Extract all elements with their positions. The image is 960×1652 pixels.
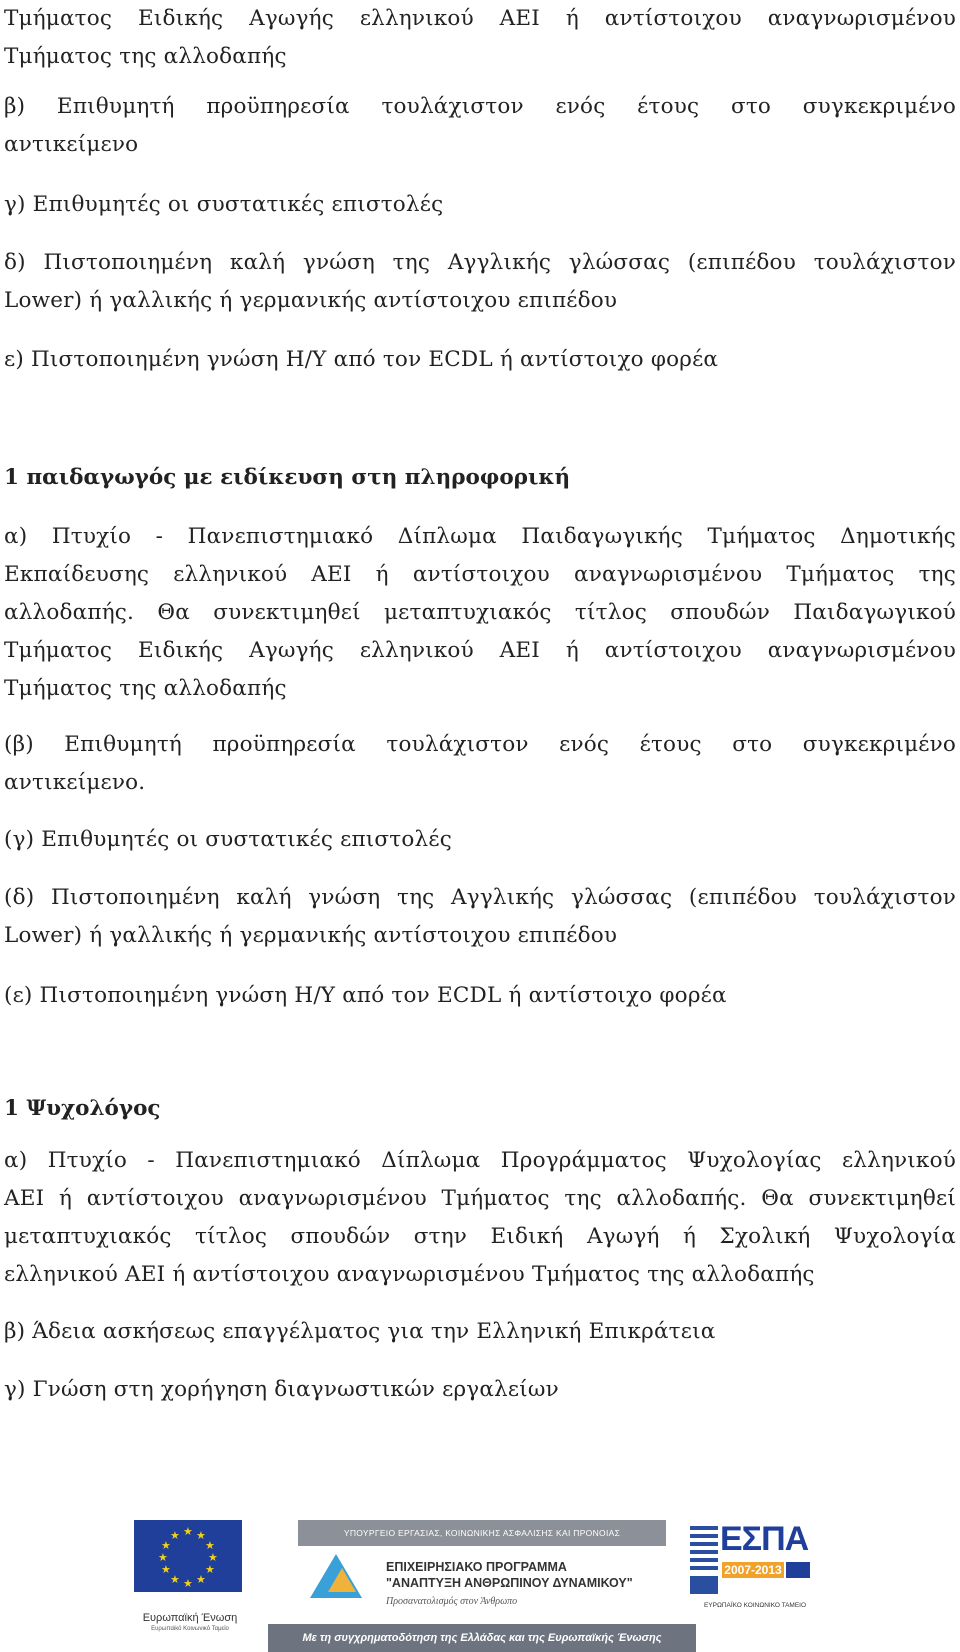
- psychologist-requirement-b: [4, 1313, 956, 1351]
- espa-years: 2007-2013: [722, 1562, 784, 1578]
- eu-logo: [130, 1520, 250, 1652]
- text-line: δ) Πιστοποιημένη καλή γνώση της Αγγλικής γλώσσας (επιπέδου τουλάχιστον: [4, 250, 956, 275]
- requirement-e: [4, 341, 956, 379]
- eu-flag-icon: ★ ★ ★ ★ ★ ★ ★ ★ ★ ★ ★ ★: [134, 1520, 242, 1592]
- requirement-d: [4, 244, 956, 320]
- section-heading-psychologist: 1 Ψυχολόγος: [4, 1096, 161, 1121]
- text-line: α) Πτυχίο - Πανεπιστημιακό Δίπλωμα Παιδαγωγικής Τμήματος Δημοτικής: [4, 524, 956, 549]
- text-line: αντικείμενο: [4, 132, 139, 157]
- text-line: Τμήματος της αλλοδαπής: [4, 44, 287, 69]
- text-line: Τμήματος Ειδικής Αγωγής ελληνικού ΑΕΙ ή αντίστοιχου αναγνωρισμένου: [4, 638, 956, 663]
- section-heading-pedagogue: 1 παιδαγωγός με ειδίκευση στη πληροφορική: [4, 465, 571, 490]
- text-line: Τμήματος της αλλοδαπής: [4, 676, 287, 701]
- pedagogue-requirement-c: [4, 821, 956, 859]
- text-line: ε) Πιστοποιημένη γνώση Η/Υ από τον ECDL ή αντίστοιχο φορέα: [4, 347, 719, 372]
- program-title-line1: ΕΠΙΧΕΙΡΗΣΙΑΚΟ ΠΡΟΓΡΑΜΜΑ: [386, 1560, 567, 1574]
- top-continuation-paragraph: [4, 0, 956, 76]
- text-line: Lower) ή γαλλικής ή γερμανικής αντίστοιχου επιπέδου: [4, 288, 618, 313]
- eu-mini-flag-icon: [786, 1562, 810, 1578]
- text-line: (δ) Πιστοποιημένη καλή γνώση της Αγγλικής γλώσσας (επιπέδου τουλάχιστον: [4, 885, 956, 910]
- text-line: α) Πτυχίο - Πανεπιστημιακό Δίπλωμα Προγράμματος Ψυχολογίας ελληνικού: [4, 1148, 956, 1173]
- program-emblem-inner-icon: [328, 1568, 356, 1592]
- psychologist-requirement-a: [4, 1142, 956, 1294]
- espa-title: ΕΣΠΑ: [720, 1520, 809, 1558]
- text-line: ΑΕΙ ή αντίστοιχου αναγνωρισμένου Τμήματος της αλλοδαπής. Θα συνεκτιμηθεί: [4, 1186, 956, 1211]
- program-banner: [298, 1546, 666, 1620]
- text-line: γ) Γνώση στη χορήγηση διαγνωστικών εργαλείων: [4, 1377, 559, 1402]
- text-line: β) Άδεια ασκήσεως επαγγέλματος για την Ελληνική Επικράτεια: [4, 1319, 716, 1344]
- requirement-b: [4, 88, 956, 164]
- text-line: Τμήματος Ειδικής Αγωγής ελληνικού ΑΕΙ ή αντίστοιχου αναγνωρισμένου: [4, 6, 956, 31]
- text-line: Lower) ή γαλλικής ή γερμανικής αντίστοιχου επιπέδου: [4, 923, 618, 948]
- text-line: γ) Επιθυμητές οι συστατικές επιστολές: [4, 192, 444, 217]
- text-line: (β) Επιθυμητή προϋπηρεσία τουλάχιστον ενός έτους στο συγκεκριμένο: [4, 732, 956, 757]
- text-line: μεταπτυχιακός τίτλος σπουδών στην Ειδική Αγωγή ή Σχολική Ψυχολογία: [4, 1224, 956, 1249]
- pedagogue-requirement-d: [4, 879, 956, 955]
- text-line: β) Επιθυμητή προϋπηρεσία τουλάχιστον ενός έτους στο συγκεκριμένο: [4, 94, 956, 119]
- eu-label: Ευρωπαϊκή Ένωση: [142, 1612, 238, 1624]
- text-line: (γ) Επιθυμητές οι συστατικές επιστολές: [4, 827, 452, 852]
- program-title-line2: "ΑΝΑΠΤΥΞΗ ΑΝΘΡΩΠΙΝΟΥ ΔΥΝΑΜΙΚΟΥ": [386, 1576, 633, 1590]
- pedagogue-requirement-a: [4, 518, 956, 708]
- pedagogue-requirement-b: [4, 726, 956, 802]
- psychologist-requirement-c: [4, 1371, 956, 1409]
- text-line: αλλοδαπής. Θα συνεκτιμηθεί μεταπτυχιακός τίτλος σπουδών Παιδαγωγικού: [4, 600, 956, 625]
- espa-logo: [690, 1518, 820, 1628]
- espa-sublabel: ΕΥΡΩΠΑΪΚΟ ΚΟΙΝΩΝΙΚΟ ΤΑΜΕΙΟ: [703, 1602, 807, 1609]
- ministry-name: ΥΠΟΥΡΓΕΙΟ ΕΡΓΑΣΙΑΣ, ΚΟΙΝΩΝΙΚΗΣ ΑΣΦΑΛΙΣΗΣ ΚΑΙ ΠΡΟΝΟΙΑΣ: [298, 1520, 666, 1546]
- text-line: Εκπαίδευσης ελληνικού ΑΕΙ ή αντίστοιχου αναγνωρισμένου Τμήματος της: [4, 562, 956, 587]
- text-line: (ε) Πιστοποιημένη γνώση Η/Υ από τον ECDL ή αντίστοιχο φορέα: [4, 983, 727, 1008]
- requirement-c: [4, 186, 956, 224]
- ministry-program-logo: [298, 1520, 666, 1652]
- text-line: ελληνικού ΑΕΙ ή αντίστοιχου αναγνωρισμένου Τμήματος της αλλοδαπής: [4, 1262, 815, 1287]
- greek-flag-icon: [690, 1576, 718, 1594]
- eu-sublabel: Ευρωπαϊκό Κοινωνικό Ταμείο: [151, 1626, 229, 1632]
- cofunding-banner: Με τη συγχρηματοδότηση της Ελλάδας και της Ευρωπαϊκής Ένωσης: [268, 1624, 696, 1652]
- pedagogue-requirement-e: [4, 977, 956, 1015]
- espa-stripes-icon: [690, 1526, 718, 1570]
- program-subtitle: Προσανατολισμός στον Άνθρωπο: [386, 1596, 518, 1607]
- text-line: αντικείμενο.: [4, 770, 146, 795]
